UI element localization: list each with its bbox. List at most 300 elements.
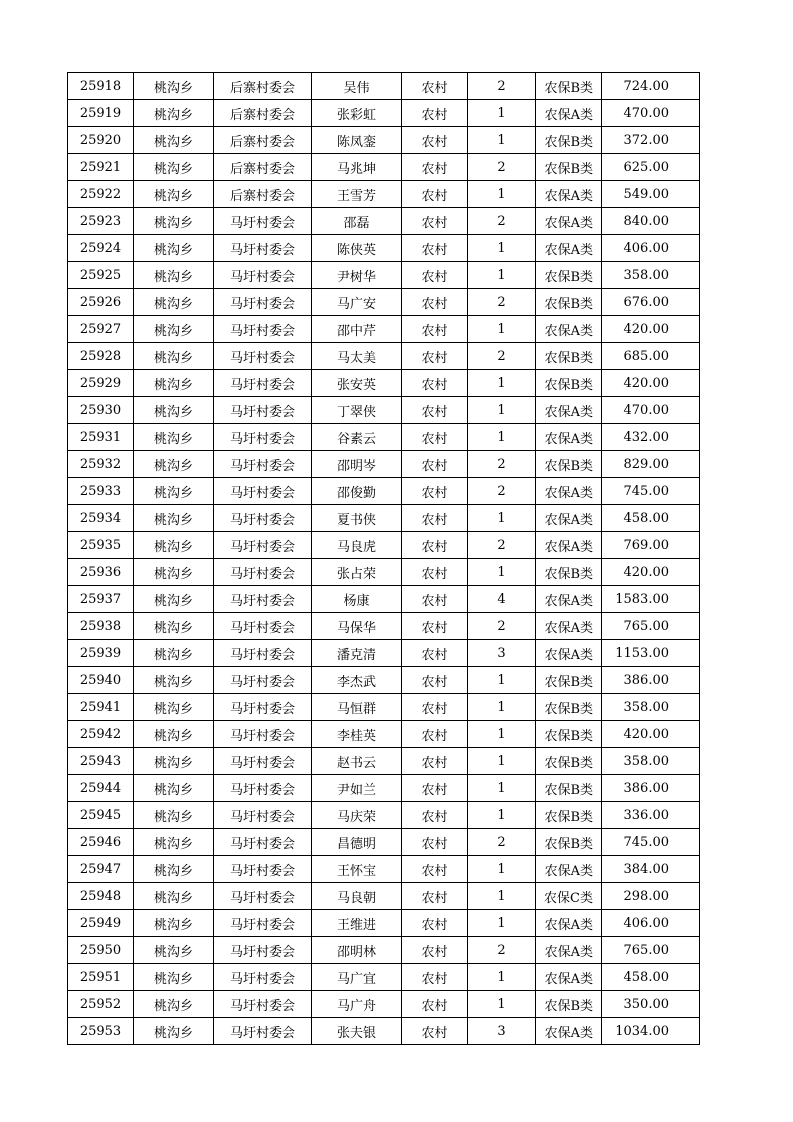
village-committee-cell: 马圩村委会: [214, 829, 312, 856]
household-count-cell: 2: [468, 343, 536, 370]
person-name-cell: 潘克清: [312, 640, 402, 667]
person-name-cell: 马良虎: [312, 532, 402, 559]
person-name-cell: 昌德明: [312, 829, 402, 856]
village-committee-cell: 马圩村委会: [214, 667, 312, 694]
insurance-category-cell: 农保A类: [536, 505, 602, 532]
insurance-category-cell: 农保B类: [536, 748, 602, 775]
record-id-cell: 25937: [68, 586, 134, 613]
record-id-cell: 25933: [68, 478, 134, 505]
household-count-cell: 2: [468, 532, 536, 559]
person-name-cell: 张安英: [312, 370, 402, 397]
village-committee-cell: 马圩村委会: [214, 397, 312, 424]
township-cell: 桃沟乡: [134, 775, 214, 802]
area-type-cell: 农村: [402, 478, 468, 505]
household-count-cell: 1: [468, 424, 536, 451]
insurance-category-cell: 农保A类: [536, 532, 602, 559]
record-id-cell: 25949: [68, 910, 134, 937]
household-count-cell: 1: [468, 505, 536, 532]
area-type-cell: 农村: [402, 721, 468, 748]
area-type-cell: 农村: [402, 262, 468, 289]
village-committee-cell: 马圩村委会: [214, 991, 312, 1018]
table-row: [68, 181, 700, 208]
township-cell: 桃沟乡: [134, 127, 214, 154]
insurance-category-cell: 农保B类: [536, 829, 602, 856]
insurance-category-cell: 农保B类: [536, 451, 602, 478]
person-name-cell: 邵中芹: [312, 316, 402, 343]
area-type-cell: 农村: [402, 154, 468, 181]
household-count-cell: 2: [468, 613, 536, 640]
village-committee-cell: 马圩村委会: [214, 370, 312, 397]
area-type-cell: 农村: [402, 397, 468, 424]
area-type-cell: 农村: [402, 586, 468, 613]
village-committee-cell: 马圩村委会: [214, 559, 312, 586]
household-count-cell: 3: [468, 1018, 536, 1045]
table-row: [68, 964, 700, 991]
township-cell: 桃沟乡: [134, 181, 214, 208]
record-id-cell: 25919: [68, 100, 134, 127]
record-id-cell: 25942: [68, 721, 134, 748]
area-type-cell: 农村: [402, 289, 468, 316]
person-name-cell: 马兆坤: [312, 154, 402, 181]
amount-cell: 765.00: [602, 937, 700, 964]
village-committee-cell: 马圩村委会: [214, 235, 312, 262]
person-name-cell: 陈侠英: [312, 235, 402, 262]
village-committee-cell: 马圩村委会: [214, 262, 312, 289]
person-name-cell: 邵明岑: [312, 451, 402, 478]
village-committee-cell: 马圩村委会: [214, 910, 312, 937]
household-count-cell: 2: [468, 73, 536, 100]
household-count-cell: 2: [468, 937, 536, 964]
record-id-cell: 25950: [68, 937, 134, 964]
amount-cell: 432.00: [602, 424, 700, 451]
table-row: [68, 73, 700, 100]
amount-cell: 420.00: [602, 721, 700, 748]
area-type-cell: 农村: [402, 694, 468, 721]
table-row: [68, 694, 700, 721]
amount-cell: 685.00: [602, 343, 700, 370]
insurance-category-cell: 农保A类: [536, 397, 602, 424]
village-committee-cell: 马圩村委会: [214, 802, 312, 829]
amount-cell: 358.00: [602, 748, 700, 775]
insurance-category-cell: 农保A类: [536, 640, 602, 667]
amount-cell: 470.00: [602, 100, 700, 127]
township-cell: 桃沟乡: [134, 964, 214, 991]
person-name-cell: 马广安: [312, 289, 402, 316]
village-committee-cell: 后寨村委会: [214, 181, 312, 208]
household-count-cell: 3: [468, 640, 536, 667]
table-row: [68, 262, 700, 289]
township-cell: 桃沟乡: [134, 748, 214, 775]
township-cell: 桃沟乡: [134, 289, 214, 316]
table-row: [68, 802, 700, 829]
insurance-category-cell: 农保B类: [536, 262, 602, 289]
township-cell: 桃沟乡: [134, 424, 214, 451]
township-cell: 桃沟乡: [134, 613, 214, 640]
township-cell: 桃沟乡: [134, 370, 214, 397]
amount-cell: 549.00: [602, 181, 700, 208]
area-type-cell: 农村: [402, 937, 468, 964]
amount-cell: 840.00: [602, 208, 700, 235]
household-count-cell: 1: [468, 559, 536, 586]
insurance-category-cell: 农保A类: [536, 100, 602, 127]
insurance-category-cell: 农保A类: [536, 613, 602, 640]
area-type-cell: 农村: [402, 1018, 468, 1045]
household-count-cell: 1: [468, 883, 536, 910]
amount-cell: 336.00: [602, 802, 700, 829]
record-id-cell: 25940: [68, 667, 134, 694]
table-row: [68, 613, 700, 640]
person-name-cell: 马广宜: [312, 964, 402, 991]
village-committee-cell: 后寨村委会: [214, 100, 312, 127]
table-row: [68, 586, 700, 613]
record-id-cell: 25930: [68, 397, 134, 424]
table-row: [68, 559, 700, 586]
household-count-cell: 2: [468, 478, 536, 505]
insurance-category-cell: 农保A类: [536, 208, 602, 235]
amount-cell: 298.00: [602, 883, 700, 910]
record-id-cell: 25918: [68, 73, 134, 100]
household-count-cell: 1: [468, 748, 536, 775]
amount-cell: 358.00: [602, 694, 700, 721]
table-row: [68, 397, 700, 424]
household-count-cell: 1: [468, 397, 536, 424]
person-name-cell: 谷素云: [312, 424, 402, 451]
village-committee-cell: 马圩村委会: [214, 505, 312, 532]
amount-cell: 458.00: [602, 964, 700, 991]
township-cell: 桃沟乡: [134, 883, 214, 910]
record-id-cell: 25948: [68, 883, 134, 910]
insurance-category-cell: 农保B类: [536, 289, 602, 316]
table-row: [68, 505, 700, 532]
area-type-cell: 农村: [402, 910, 468, 937]
amount-cell: 372.00: [602, 127, 700, 154]
record-id-cell: 25947: [68, 856, 134, 883]
record-id-cell: 25920: [68, 127, 134, 154]
table-row: [68, 127, 700, 154]
area-type-cell: 农村: [402, 883, 468, 910]
person-name-cell: 马庆荣: [312, 802, 402, 829]
record-id-cell: 25945: [68, 802, 134, 829]
amount-cell: 386.00: [602, 775, 700, 802]
insurance-category-cell: 农保B类: [536, 154, 602, 181]
table-body: [68, 73, 700, 1045]
area-type-cell: 农村: [402, 127, 468, 154]
insurance-category-cell: 农保A类: [536, 181, 602, 208]
table-row: [68, 829, 700, 856]
township-cell: 桃沟乡: [134, 532, 214, 559]
amount-cell: 420.00: [602, 370, 700, 397]
area-type-cell: 农村: [402, 640, 468, 667]
table-row: [68, 883, 700, 910]
insurance-category-cell: 农保A类: [536, 937, 602, 964]
amount-cell: 358.00: [602, 262, 700, 289]
insurance-category-cell: 农保A类: [536, 316, 602, 343]
person-name-cell: 王雪芳: [312, 181, 402, 208]
insurance-category-cell: 农保A类: [536, 856, 602, 883]
record-id-cell: 25926: [68, 289, 134, 316]
table-row: [68, 667, 700, 694]
table-row: [68, 451, 700, 478]
village-committee-cell: 马圩村委会: [214, 964, 312, 991]
household-count-cell: 2: [468, 208, 536, 235]
area-type-cell: 农村: [402, 235, 468, 262]
table-row: [68, 910, 700, 937]
area-type-cell: 农村: [402, 559, 468, 586]
person-name-cell: 马恒群: [312, 694, 402, 721]
township-cell: 桃沟乡: [134, 208, 214, 235]
area-type-cell: 农村: [402, 505, 468, 532]
table-row: [68, 856, 700, 883]
township-cell: 桃沟乡: [134, 667, 214, 694]
household-count-cell: 1: [468, 721, 536, 748]
village-committee-cell: 马圩村委会: [214, 613, 312, 640]
record-id-cell: 25927: [68, 316, 134, 343]
amount-cell: 1583.00: [602, 586, 700, 613]
insurance-category-cell: 农保B类: [536, 721, 602, 748]
township-cell: 桃沟乡: [134, 829, 214, 856]
table-row: [68, 991, 700, 1018]
person-name-cell: 杨康: [312, 586, 402, 613]
benefit-table: [67, 72, 700, 1045]
record-id-cell: 25922: [68, 181, 134, 208]
person-name-cell: 邵俊勤: [312, 478, 402, 505]
insurance-category-cell: 农保B类: [536, 127, 602, 154]
record-id-cell: 25944: [68, 775, 134, 802]
area-type-cell: 农村: [402, 532, 468, 559]
insurance-category-cell: 农保B类: [536, 775, 602, 802]
household-count-cell: 4: [468, 586, 536, 613]
amount-cell: 420.00: [602, 316, 700, 343]
person-name-cell: 邵明林: [312, 937, 402, 964]
amount-cell: 470.00: [602, 397, 700, 424]
amount-cell: 384.00: [602, 856, 700, 883]
person-name-cell: 夏书侠: [312, 505, 402, 532]
township-cell: 桃沟乡: [134, 559, 214, 586]
record-id-cell: 25943: [68, 748, 134, 775]
insurance-category-cell: 农保A类: [536, 478, 602, 505]
person-name-cell: 王怀宝: [312, 856, 402, 883]
record-id-cell: 25934: [68, 505, 134, 532]
record-id-cell: 25925: [68, 262, 134, 289]
insurance-category-cell: 农保A类: [536, 424, 602, 451]
household-count-cell: 1: [468, 775, 536, 802]
village-committee-cell: 马圩村委会: [214, 748, 312, 775]
household-count-cell: 1: [468, 991, 536, 1018]
person-name-cell: 马广舟: [312, 991, 402, 1018]
record-id-cell: 25932: [68, 451, 134, 478]
amount-cell: 458.00: [602, 505, 700, 532]
table-row: [68, 370, 700, 397]
insurance-category-cell: 农保B类: [536, 802, 602, 829]
record-id-cell: 25939: [68, 640, 134, 667]
person-name-cell: 陈凤銮: [312, 127, 402, 154]
area-type-cell: 农村: [402, 856, 468, 883]
area-type-cell: 农村: [402, 181, 468, 208]
township-cell: 桃沟乡: [134, 505, 214, 532]
township-cell: 桃沟乡: [134, 154, 214, 181]
household-count-cell: 2: [468, 451, 536, 478]
household-count-cell: 1: [468, 235, 536, 262]
township-cell: 桃沟乡: [134, 316, 214, 343]
township-cell: 桃沟乡: [134, 721, 214, 748]
township-cell: 桃沟乡: [134, 991, 214, 1018]
village-committee-cell: 马圩村委会: [214, 640, 312, 667]
township-cell: 桃沟乡: [134, 100, 214, 127]
amount-cell: 625.00: [602, 154, 700, 181]
area-type-cell: 农村: [402, 100, 468, 127]
table-row: [68, 289, 700, 316]
amount-cell: 350.00: [602, 991, 700, 1018]
area-type-cell: 农村: [402, 667, 468, 694]
village-committee-cell: 马圩村委会: [214, 424, 312, 451]
record-id-cell: 25953: [68, 1018, 134, 1045]
person-name-cell: 马保华: [312, 613, 402, 640]
amount-cell: 745.00: [602, 478, 700, 505]
area-type-cell: 农村: [402, 451, 468, 478]
person-name-cell: 马太美: [312, 343, 402, 370]
village-committee-cell: 马圩村委会: [214, 451, 312, 478]
area-type-cell: 农村: [402, 613, 468, 640]
table-row: [68, 154, 700, 181]
village-committee-cell: 马圩村委会: [214, 316, 312, 343]
township-cell: 桃沟乡: [134, 262, 214, 289]
record-id-cell: 25941: [68, 694, 134, 721]
area-type-cell: 农村: [402, 370, 468, 397]
record-id-cell: 25931: [68, 424, 134, 451]
record-id-cell: 25929: [68, 370, 134, 397]
table-row: [68, 1018, 700, 1045]
insurance-category-cell: 农保A类: [536, 1018, 602, 1045]
table-row: [68, 424, 700, 451]
amount-cell: 420.00: [602, 559, 700, 586]
household-count-cell: 1: [468, 262, 536, 289]
village-committee-cell: 马圩村委会: [214, 343, 312, 370]
township-cell: 桃沟乡: [134, 586, 214, 613]
person-name-cell: 吴伟: [312, 73, 402, 100]
area-type-cell: 农村: [402, 343, 468, 370]
village-committee-cell: 马圩村委会: [214, 532, 312, 559]
table-row: [68, 721, 700, 748]
household-count-cell: 1: [468, 667, 536, 694]
insurance-category-cell: 农保B类: [536, 73, 602, 100]
area-type-cell: 农村: [402, 73, 468, 100]
insurance-category-cell: 农保B类: [536, 370, 602, 397]
person-name-cell: 邵磊: [312, 208, 402, 235]
insurance-category-cell: 农保A类: [536, 586, 602, 613]
table-row: [68, 478, 700, 505]
village-committee-cell: 马圩村委会: [214, 289, 312, 316]
person-name-cell: 张夫银: [312, 1018, 402, 1045]
village-committee-cell: 马圩村委会: [214, 883, 312, 910]
household-count-cell: 2: [468, 154, 536, 181]
insurance-category-cell: 农保B类: [536, 559, 602, 586]
insurance-category-cell: 农保B类: [536, 667, 602, 694]
township-cell: 桃沟乡: [134, 451, 214, 478]
amount-cell: 676.00: [602, 289, 700, 316]
area-type-cell: 农村: [402, 991, 468, 1018]
record-id-cell: 25921: [68, 154, 134, 181]
record-id-cell: 25923: [68, 208, 134, 235]
table-row: [68, 316, 700, 343]
insurance-category-cell: 农保A类: [536, 235, 602, 262]
township-cell: 桃沟乡: [134, 802, 214, 829]
person-name-cell: 尹如兰: [312, 775, 402, 802]
village-committee-cell: 马圩村委会: [214, 775, 312, 802]
township-cell: 桃沟乡: [134, 694, 214, 721]
village-committee-cell: 马圩村委会: [214, 478, 312, 505]
household-count-cell: 1: [468, 964, 536, 991]
table-row: [68, 100, 700, 127]
insurance-category-cell: 农保C类: [536, 883, 602, 910]
table-row: [68, 640, 700, 667]
amount-cell: 1153.00: [602, 640, 700, 667]
insurance-category-cell: 农保A类: [536, 964, 602, 991]
township-cell: 桃沟乡: [134, 937, 214, 964]
person-name-cell: 李杰武: [312, 667, 402, 694]
township-cell: 桃沟乡: [134, 73, 214, 100]
insurance-category-cell: 农保B类: [536, 991, 602, 1018]
household-count-cell: 1: [468, 802, 536, 829]
table-row: [68, 775, 700, 802]
household-count-cell: 2: [468, 289, 536, 316]
amount-cell: 386.00: [602, 667, 700, 694]
household-count-cell: 1: [468, 370, 536, 397]
insurance-category-cell: 农保B类: [536, 694, 602, 721]
person-name-cell: 李桂英: [312, 721, 402, 748]
amount-cell: 765.00: [602, 613, 700, 640]
table-row: [68, 748, 700, 775]
township-cell: 桃沟乡: [134, 1018, 214, 1045]
record-id-cell: 25946: [68, 829, 134, 856]
area-type-cell: 农村: [402, 775, 468, 802]
amount-cell: 724.00: [602, 73, 700, 100]
village-committee-cell: 马圩村委会: [214, 721, 312, 748]
village-committee-cell: 马圩村委会: [214, 856, 312, 883]
insurance-category-cell: 农保A类: [536, 910, 602, 937]
village-committee-cell: 马圩村委会: [214, 694, 312, 721]
village-committee-cell: 后寨村委会: [214, 127, 312, 154]
township-cell: 桃沟乡: [134, 856, 214, 883]
table-row: [68, 343, 700, 370]
table-row: [68, 532, 700, 559]
township-cell: 桃沟乡: [134, 910, 214, 937]
amount-cell: 406.00: [602, 235, 700, 262]
village-committee-cell: 马圩村委会: [214, 208, 312, 235]
village-committee-cell: 后寨村委会: [214, 73, 312, 100]
person-name-cell: 张彩虹: [312, 100, 402, 127]
area-type-cell: 农村: [402, 208, 468, 235]
household-count-cell: 1: [468, 910, 536, 937]
village-committee-cell: 马圩村委会: [214, 586, 312, 613]
village-committee-cell: 马圩村委会: [214, 937, 312, 964]
township-cell: 桃沟乡: [134, 397, 214, 424]
record-id-cell: 25928: [68, 343, 134, 370]
village-committee-cell: 后寨村委会: [214, 154, 312, 181]
area-type-cell: 农村: [402, 829, 468, 856]
record-id-cell: 25936: [68, 559, 134, 586]
person-name-cell: 丁翠侠: [312, 397, 402, 424]
person-name-cell: 赵书云: [312, 748, 402, 775]
amount-cell: 829.00: [602, 451, 700, 478]
area-type-cell: 农村: [402, 424, 468, 451]
household-count-cell: 1: [468, 127, 536, 154]
area-type-cell: 农村: [402, 748, 468, 775]
insurance-category-cell: 农保B类: [536, 343, 602, 370]
area-type-cell: 农村: [402, 802, 468, 829]
area-type-cell: 农村: [402, 316, 468, 343]
township-cell: 桃沟乡: [134, 235, 214, 262]
amount-cell: 769.00: [602, 532, 700, 559]
